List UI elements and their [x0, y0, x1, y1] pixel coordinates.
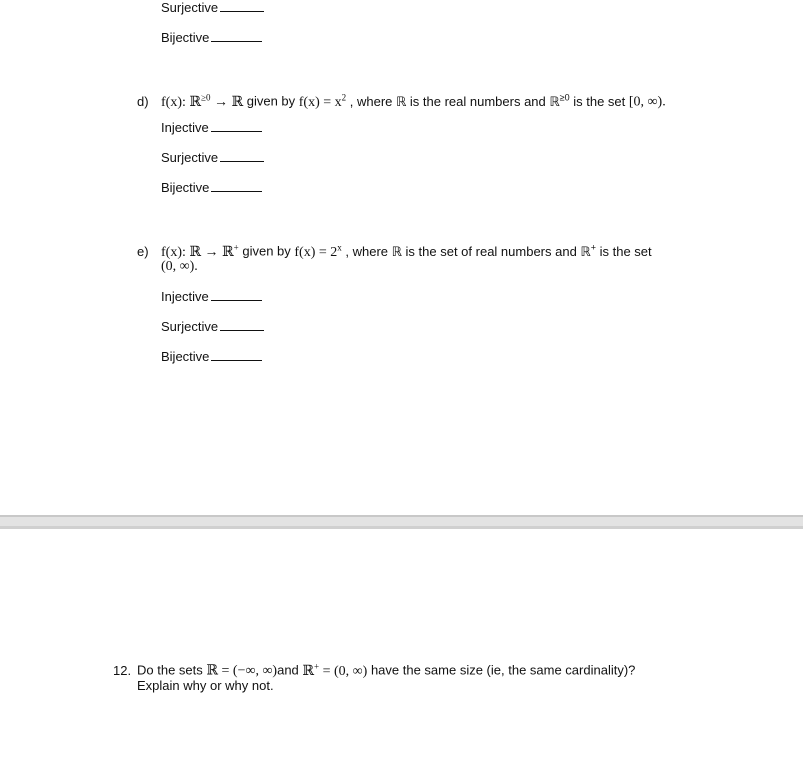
where-text: , where ℝ is the real numbers and ℝ$^{\ge 0}$ is the set	[346, 92, 629, 109]
surjective-label: Surjective	[161, 150, 219, 165]
function-name: f(x): ℝ → ℝ+	[161, 242, 239, 260]
function-rule: $f(x) = x^2$	[298, 92, 347, 110]
injective-label: Injective	[161, 120, 209, 135]
bijective-label: Bijective	[161, 349, 210, 364]
part-e-surjective-row	[161, 317, 264, 336]
answer-blank[interactable]	[220, 0, 264, 12]
part-c-bijective-row	[161, 28, 262, 47]
given-by-text: given by	[243, 93, 299, 109]
function-name: f(x): ℝ$^{\ge 0}$ → ℝ	[161, 92, 244, 110]
surjective-label: Surjective	[161, 0, 219, 15]
where-text: , where ℝ is the set of real numbers and ℝ+ is the set	[341, 242, 652, 259]
page-break-separator	[0, 515, 803, 530]
bijective-label: Bijective	[161, 180, 210, 195]
answer-blank[interactable]	[211, 287, 262, 301]
answer-blank[interactable]	[211, 347, 262, 361]
question-number: 12.	[113, 662, 132, 678]
interval: [0, ∞).	[628, 94, 666, 110]
set-r: ℝ = (−∞, ∞)	[206, 663, 278, 679]
part-letter: d)	[137, 93, 149, 109]
answer-blank[interactable]	[211, 178, 262, 192]
part-e-injective-row	[161, 287, 262, 306]
given-by-text: given by	[238, 243, 295, 259]
part-e-interval: (0, ∞).	[161, 259, 198, 274]
question-12-line2: Explain why or why not.	[137, 678, 274, 693]
part-e-statement	[137, 238, 652, 262]
part-d-injective-row	[161, 118, 262, 137]
part-d-statement	[137, 88, 666, 112]
function-rule: $f(x) = 2^x$	[294, 242, 342, 260]
injective-label: Injective	[161, 289, 209, 304]
surjective-label: Surjective	[161, 319, 219, 334]
answer-blank[interactable]	[211, 28, 262, 42]
answer-blank[interactable]	[211, 118, 262, 132]
part-d-bijective-row	[161, 178, 262, 197]
answer-blank[interactable]	[220, 148, 264, 162]
part-d-surjective-row	[161, 148, 264, 167]
question-12-line1: 12. Do the sets ℝ = (−∞, ∞)and ℝ+ = (0, ∞) have the same size (ie, the same cardinality)?	[113, 661, 636, 679]
set-rplus: ℝ+ = (0, ∞)	[302, 661, 368, 679]
answer-blank[interactable]	[220, 317, 264, 331]
bijective-label: Bijective	[161, 30, 210, 45]
part-e-bijective-row	[161, 347, 262, 366]
part-c-surjective-row	[161, 0, 264, 17]
part-letter: e)	[137, 243, 149, 259]
